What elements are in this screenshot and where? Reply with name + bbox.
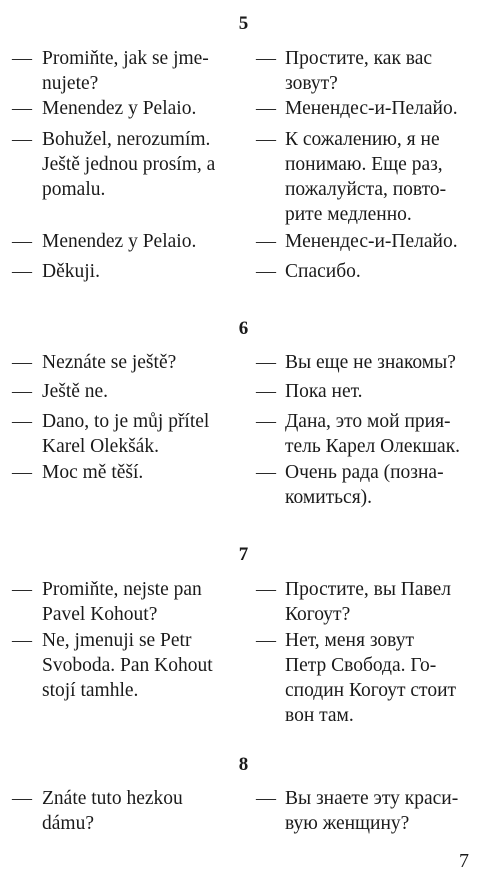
czech-phrase: Moc mě těší. [42,462,144,483]
dash-left: — [12,260,32,282]
russian-translation: Пока нет. [285,381,363,402]
russian-translation: Спасибо. [285,261,361,282]
dash-right: — [256,128,276,150]
russian-translation: Очень рада (позна- комиться). [285,462,444,508]
czech-phrase: Bohužel, nerozumím. Ještě jednou prosím, a pomalu. [42,129,216,200]
dash-left: — [12,787,32,809]
czech-phrase: Neznáte se ještě? [42,352,177,373]
dash-right: — [256,787,276,809]
dash-left: — [12,97,32,119]
dash-left: — [12,461,32,483]
dash-left: — [12,380,32,402]
czech-phrase: Znáte tuto hezkou dámu? [42,788,183,834]
dash-left: — [12,578,32,600]
czech-phrase: Promiňte, nejste pan Pavel Kohout? [42,579,202,625]
russian-translation: Вы знаете эту краси- вую женщину? [285,788,459,834]
russian-translation: Нет, меня зовут Петр Свобода. Го- сподин Когоут стоит вон там. [285,630,457,726]
russian-translation: Дана, это мой прия- тель Карел Олекшак. [285,411,461,457]
dash-right: — [256,97,276,119]
section-number: 8 [238,754,249,775]
dash-right: — [256,461,276,483]
section-number: 5 [238,13,249,34]
dash-right: — [256,410,276,432]
dash-right: — [256,380,276,402]
dash-left: — [12,410,32,432]
russian-translation: Менендес-и-Пелайо. [285,98,458,119]
dash-right: — [256,260,276,282]
russian-translation: К сожалению, я не понимаю. Еще раз, пожалуйста, повто- рите медленно. [285,129,447,225]
dash-left: — [12,351,32,373]
page-number: 7 [459,850,469,872]
czech-phrase: Menendez y Pelaio. [42,98,197,119]
czech-phrase: Děkuji. [42,261,100,282]
section-number: 6 [238,318,249,339]
dash-right: — [256,230,276,252]
section-number: 7 [238,544,249,565]
russian-translation: Простите, как вас зовут? [285,48,433,94]
dash-right: — [256,578,276,600]
czech-phrase: Promiňte, jak se jme- nujete? [42,48,209,94]
russian-translation: Менендес-и-Пелайо. [285,231,458,252]
russian-translation: Вы еще не знакомы? [285,352,456,373]
czech-phrase: Dano, to je můj přítel Karel Olekšák. [42,411,210,457]
czech-phrase: Menendez y Pelaio. [42,231,197,252]
czech-phrase: Ještě ne. [42,381,109,402]
dash-left: — [12,47,32,69]
dash-left: — [12,629,32,651]
dash-right: — [256,47,276,69]
dash-left: — [12,230,32,252]
dash-right: — [256,629,276,651]
dash-left: — [12,128,32,150]
russian-translation: Простите, вы Павел Когоут? [285,579,452,625]
dash-right: — [256,351,276,373]
czech-phrase: Ne, jmenuji se Petr Svoboda. Pan Kohout stojí tamhle. [42,630,213,701]
